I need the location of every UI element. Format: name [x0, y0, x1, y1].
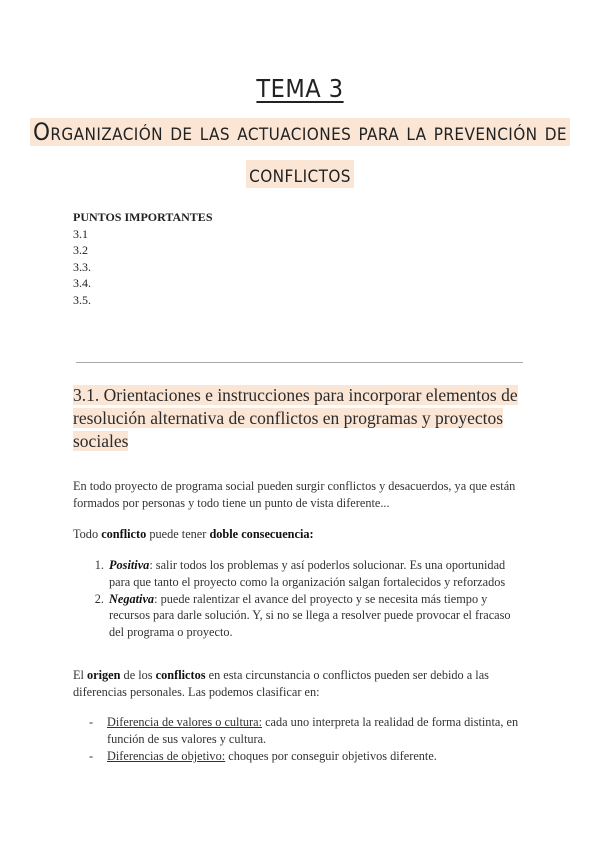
- list-item-negativa: [107, 591, 528, 641]
- tema-title: [0, 74, 600, 103]
- puntos-heading: PUNTOS IMPORTANTES: [73, 210, 213, 224]
- term-negativa: Negativa: [109, 591, 155, 606]
- horizontal-divider: [76, 362, 523, 363]
- list-item-objetivo: [89, 748, 528, 765]
- text-run: El: [73, 668, 88, 682]
- list-item-valores: [89, 714, 528, 748]
- bold-doble-consecuencia: doble consecuencia:: [209, 527, 314, 541]
- dash-bullet: -: [89, 748, 94, 763]
- subtitle-text-1: Organización de las actuaciones para la prevención de: [30, 118, 570, 146]
- bold-conflicto: conflicto: [101, 527, 147, 541]
- puntos-importantes: [73, 209, 213, 309]
- list-item-positiva: [107, 557, 528, 591]
- diferencias-list: [73, 714, 528, 764]
- subtitle-line-2: [0, 160, 600, 188]
- bold-origen: origen: [87, 668, 121, 682]
- section-heading: [73, 384, 543, 453]
- bold-conflictos: conflictos: [155, 668, 206, 682]
- punto-item: 3.1: [73, 226, 88, 241]
- term-positiva: Positiva: [109, 558, 150, 572]
- text-run: Todo: [73, 527, 102, 541]
- punto-item: 3.2: [73, 243, 88, 258]
- term-valores: Diferencia de valores o cultura:: [107, 715, 263, 729]
- text-negativa: : puede ralentizar el avance del proyecto y se necesita más tiempo y recursos para darle solución. Y, si no se llega a resolver puede provocar el fracaso del programa o proyecto.: [109, 591, 511, 640]
- text-positiva: : salir todos los problemas y así poderlos solucionar. Es una oportunidad para que tanto el proyecto como la organización salgan fortalecidos y reforzados: [109, 558, 506, 589]
- text-run: puede tener: [146, 527, 210, 541]
- term-objetivo: Diferencias de objetivo:: [107, 748, 226, 763]
- tema-label: TEMA 3: [256, 74, 344, 103]
- subtitle-line-1: [0, 118, 600, 146]
- text-run: de los: [120, 668, 156, 682]
- text-valores: cada uno interpreta la realidad de forma distinta, en función de sus valores y cultura.: [107, 715, 519, 746]
- subtitle-text-2: conflictos: [246, 160, 354, 188]
- text-objetivo: choques por conseguir objetivos diferente.: [225, 748, 437, 763]
- punto-item: 3.3.: [73, 259, 91, 274]
- paragraph-intro: En todo proyecto de programa social pueden surgir conflictos y desacuerdos, ya que están formados por personas y todo tiene un punto de vista diferente...: [73, 479, 516, 510]
- dash-bullet: -: [89, 715, 94, 729]
- punto-item: 3.5.: [73, 292, 91, 307]
- paragraph-consecuencia: [73, 526, 528, 543]
- paragraph-origen: [73, 667, 528, 701]
- punto-item: 3.4.: [73, 276, 91, 291]
- section-heading-text: 3.1. Orientaciones e instrucciones para incorporar elementos de resolución alternativa de conflictos en programas y proyectos sociales: [73, 385, 518, 451]
- consecuencias-list: [73, 557, 528, 641]
- text-run: en esta circunstancia o conflictos pueden ser debido a las diferencias personales. Las podemos clasificar en:: [73, 668, 489, 699]
